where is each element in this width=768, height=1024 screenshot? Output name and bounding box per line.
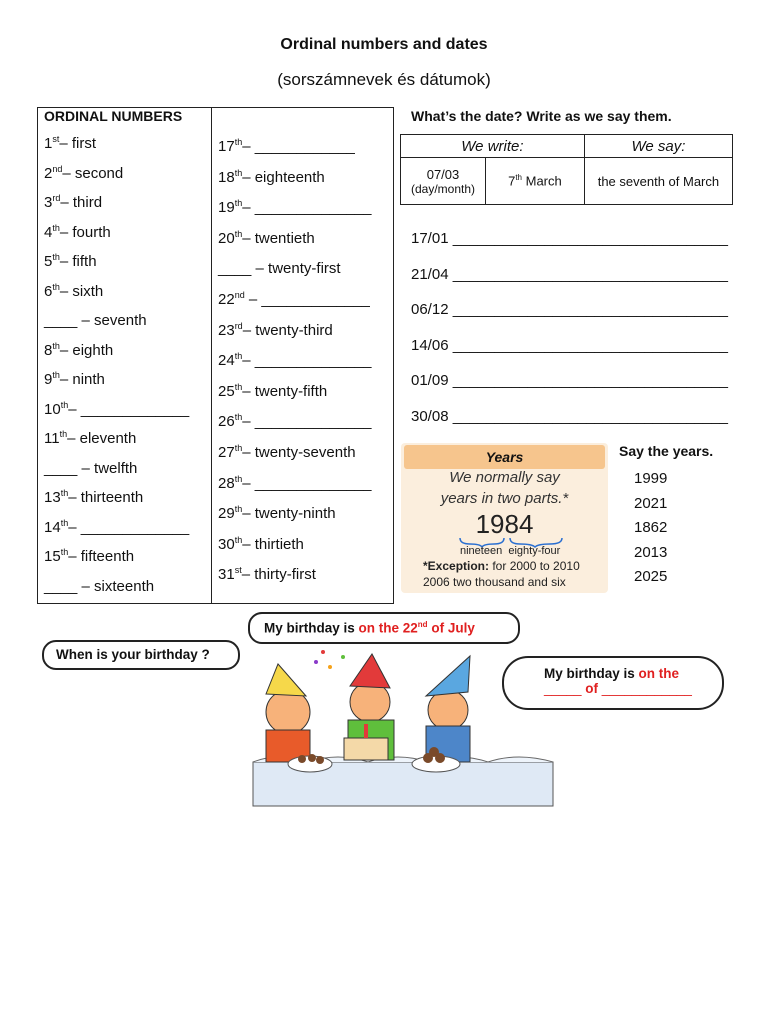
ordinal-number: ____ [44, 459, 78, 477]
example-format: (day/month) [410, 181, 476, 196]
date-exercise-item: 17/01 _________________________________ [411, 230, 728, 247]
ordinal-item [44, 370, 105, 388]
example-said: the seventh of March [584, 158, 732, 205]
ordinal-number: 25 [218, 382, 235, 400]
ordinal-suffix: nd [234, 290, 245, 300]
ordinal-word: – thirteenth [68, 489, 144, 506]
year-item: 2025 [634, 568, 668, 585]
ordinal-number: 14 [44, 518, 61, 536]
ordinal-number: ____ [44, 577, 78, 595]
ordinal-word: – twenty-first [251, 260, 341, 278]
ordinal-item [218, 321, 333, 339]
exception-example: 2006 two thousand and six [423, 575, 566, 589]
ordinal-heading: ORDINAL NUMBERS [44, 108, 183, 124]
ordinal-word: – twenty-ninth [242, 505, 336, 523]
ordinal-item [218, 382, 327, 400]
exception-text: for 2000 to 2010 [489, 559, 580, 573]
ordinal-word: – first [59, 135, 97, 152]
ordinal-suffix: th [234, 381, 243, 392]
ordinal-suffix: nd [52, 163, 63, 174]
year-item: 1862 [634, 519, 668, 536]
years-line1: We normally say [449, 469, 560, 486]
ordinal-item [44, 193, 102, 211]
ordinal-suffix: th [60, 488, 69, 498]
ordinal-word: – thirtieth [242, 535, 304, 553]
ordinal-number: 19 [218, 199, 235, 217]
ordinal-word: – ______________ [242, 199, 372, 217]
years-part1: nineteen [460, 545, 503, 557]
ordinal-number: 27 [218, 444, 235, 461]
ordinal-word: – thirty-first [241, 566, 316, 584]
ordinal-number: 1 [44, 135, 53, 152]
ordinal-suffix: th [60, 517, 69, 528]
ordinal-item [44, 341, 113, 359]
ordinal-number: 2 [44, 164, 53, 182]
page-subtitle: (sorszámnevek és dátumok) [277, 70, 491, 89]
blank-red2: of [585, 681, 599, 696]
ordinal-word: – fifteenth [68, 548, 135, 565]
ordinal-item [218, 474, 372, 492]
ordinal-word: – third [60, 194, 103, 211]
col-we-write: We write: [401, 135, 585, 158]
ordinal-suffix: th [234, 228, 243, 239]
dates-question: What’s the date? Write as we say them. [411, 108, 672, 124]
ordinal-number: 3 [44, 194, 53, 211]
ordinal-suffix: th [52, 222, 60, 233]
ordinal-suffix: th [234, 412, 243, 423]
ordinal-suffix: rd [52, 193, 61, 203]
ordinal-word: – twentieth [242, 229, 315, 247]
ordinal-suffix: st [234, 565, 242, 576]
ordinal-word: – twelfth [77, 459, 138, 477]
ordinal-suffix: th [234, 137, 243, 147]
ordinal-item [218, 351, 372, 369]
years-part2: eighty-four [508, 545, 561, 557]
date-exercise-item: 14/06 _________________________________ [411, 336, 728, 354]
ordinal-suffix: th [52, 370, 60, 380]
ordinal-word: – ______________ [242, 413, 372, 431]
ordinal-suffix: th [234, 534, 243, 545]
ordinal-item [218, 412, 372, 430]
ordinal-word: – sixth [59, 282, 104, 300]
ordinal-word: – twenty-fifth [242, 382, 328, 400]
speech-bubble-blank [502, 656, 724, 710]
example-date: 07/03 [426, 166, 460, 182]
blank-red1: on the [638, 666, 680, 681]
ordinal-item [44, 311, 147, 329]
ordinal-word: – eighth [59, 341, 114, 359]
ordinal-number: ____ [44, 312, 78, 329]
years-line2: years in two parts.* [440, 490, 569, 507]
ordinal-number: 18 [218, 168, 235, 186]
ordinal-number: 4 [44, 223, 53, 241]
ordinal-number: 30 [218, 535, 235, 553]
ordinal-number: 13 [44, 489, 61, 506]
ordinal-item [44, 223, 111, 241]
example-date-cell [401, 158, 486, 205]
ordinal-suffix: th [60, 547, 69, 557]
ordinal-item [44, 164, 123, 182]
years-parts [460, 545, 560, 557]
ordinal-item [218, 198, 372, 216]
ordinal-suffix: th [234, 198, 243, 209]
ordinal-word: – sixteenth [77, 577, 155, 595]
ordinal-number: 8 [44, 341, 53, 359]
exception-label: *Exception: [423, 559, 490, 573]
ordinal-suffix: th [234, 504, 243, 515]
date-exercise-item: 01/09 _________________________________ [411, 372, 728, 389]
speech-bubble-question: When is your birthday ? [42, 640, 240, 670]
ordinal-word: – ______________ [242, 352, 372, 370]
example-ordinal-cell [486, 158, 585, 205]
date-exercise-item: 06/12 _________________________________ [411, 301, 728, 318]
ordinal-item [218, 290, 370, 308]
ordinal-word: – eighteenth [242, 168, 325, 186]
answer-sup: nd [417, 620, 428, 629]
ordinal-item [44, 429, 136, 447]
ordinal-word: – eleventh [67, 430, 137, 447]
years-box-title: Years [404, 445, 605, 469]
ordinal-item [218, 168, 325, 186]
example-ordinal-month: March [522, 173, 562, 189]
ordinal-number: 28 [218, 474, 235, 492]
example-ordinal-sup: th [515, 173, 522, 183]
ordinal-number: 17 [218, 138, 235, 155]
ordinal-suffix: th [60, 399, 69, 410]
ordinal-number: 6 [44, 282, 53, 300]
ordinal-number: 23 [218, 321, 235, 339]
ordinal-suffix: th [59, 429, 68, 439]
blank-line: _____ [544, 681, 586, 696]
ordinal-suffix: rd [234, 320, 243, 331]
page-title: Ordinal numbers and dates [280, 36, 488, 53]
ordinal-number: 11 [44, 430, 60, 447]
col-we-say: We say: [584, 135, 732, 158]
ordinal-item [44, 252, 97, 270]
ordinal-word: – seventh [77, 312, 147, 329]
ordinal-word: – second [62, 164, 124, 182]
ordinal-number: 29 [218, 505, 235, 523]
blank-prefix: My birthday is [544, 666, 639, 681]
ordinal-suffix: th [52, 281, 60, 292]
ordinal-suffix: th [234, 167, 243, 178]
ordinal-number: 10 [44, 400, 61, 418]
ordinal-suffix: th [52, 340, 60, 351]
ordinal-item [44, 459, 137, 477]
ordinal-item [44, 577, 154, 595]
ordinal-word: – _____________ [244, 291, 370, 308]
ordinal-number: 26 [218, 413, 235, 431]
ordinal-item [218, 535, 304, 553]
ordinal-suffix: th [52, 252, 60, 262]
ordinal-number: 24 [218, 352, 235, 370]
example-ordinal-n: 7 [508, 173, 516, 189]
ordinal-item [218, 504, 336, 522]
ordinal-item [218, 229, 315, 247]
answer-prefix: My birthday is [264, 620, 359, 636]
ordinal-number: 15 [44, 548, 61, 565]
ordinal-word: – twenty-third [242, 321, 333, 339]
ordinal-item [44, 282, 103, 300]
ordinal-word: – _____________ [68, 518, 190, 536]
ordinal-suffix: th [234, 351, 243, 362]
ordinal-item [44, 400, 189, 418]
ordinal-item [218, 259, 341, 277]
ordinal-number: 5 [44, 253, 53, 270]
ordinal-word: – ____________ [242, 138, 355, 155]
ordinal-word: – fourth [59, 223, 111, 241]
speech-bubble-answer [248, 612, 520, 644]
ordinal-item [44, 488, 143, 506]
year-item: 2013 [634, 543, 668, 561]
ordinal-number: 20 [218, 229, 235, 247]
ordinal-number: ____ [218, 260, 252, 278]
years-exception [423, 559, 580, 573]
ordinal-number: 31 [218, 566, 235, 584]
ordinal-number: 22 [218, 291, 235, 308]
ordinal-number: 9 [44, 371, 53, 388]
column-divider [211, 108, 212, 603]
date-exercise-item: 21/04 _________________________________ [411, 265, 728, 283]
ordinal-suffix: th [234, 443, 243, 453]
ordinal-item [218, 443, 356, 461]
answer-red1: on the 22 [358, 620, 418, 636]
ordinal-item [218, 137, 355, 155]
ordinal-word: – fifth [59, 253, 97, 270]
ordinal-item [218, 565, 316, 583]
say-years-heading: Say the years. [619, 443, 714, 459]
ordinal-word: – ______________ [242, 474, 372, 492]
ordinal-item [44, 134, 96, 152]
ordinal-item [44, 547, 134, 565]
date-example-table [400, 134, 733, 205]
answer-red2: of July [427, 620, 475, 636]
ordinal-word: – ninth [59, 371, 105, 388]
year-item: 1999 [634, 470, 668, 487]
blank-line2: ____________ [598, 681, 692, 696]
date-exercise-item: 30/08 _________________________________ [411, 407, 728, 425]
years-example: 1984 [475, 509, 534, 539]
ordinal-suffix: th [234, 473, 243, 484]
year-item: 2021 [634, 494, 668, 512]
ordinal-word: – _____________ [68, 400, 190, 418]
ordinal-suffix: st [52, 134, 60, 144]
ordinal-word: – twenty-seventh [242, 444, 356, 461]
ordinal-item [44, 518, 189, 536]
